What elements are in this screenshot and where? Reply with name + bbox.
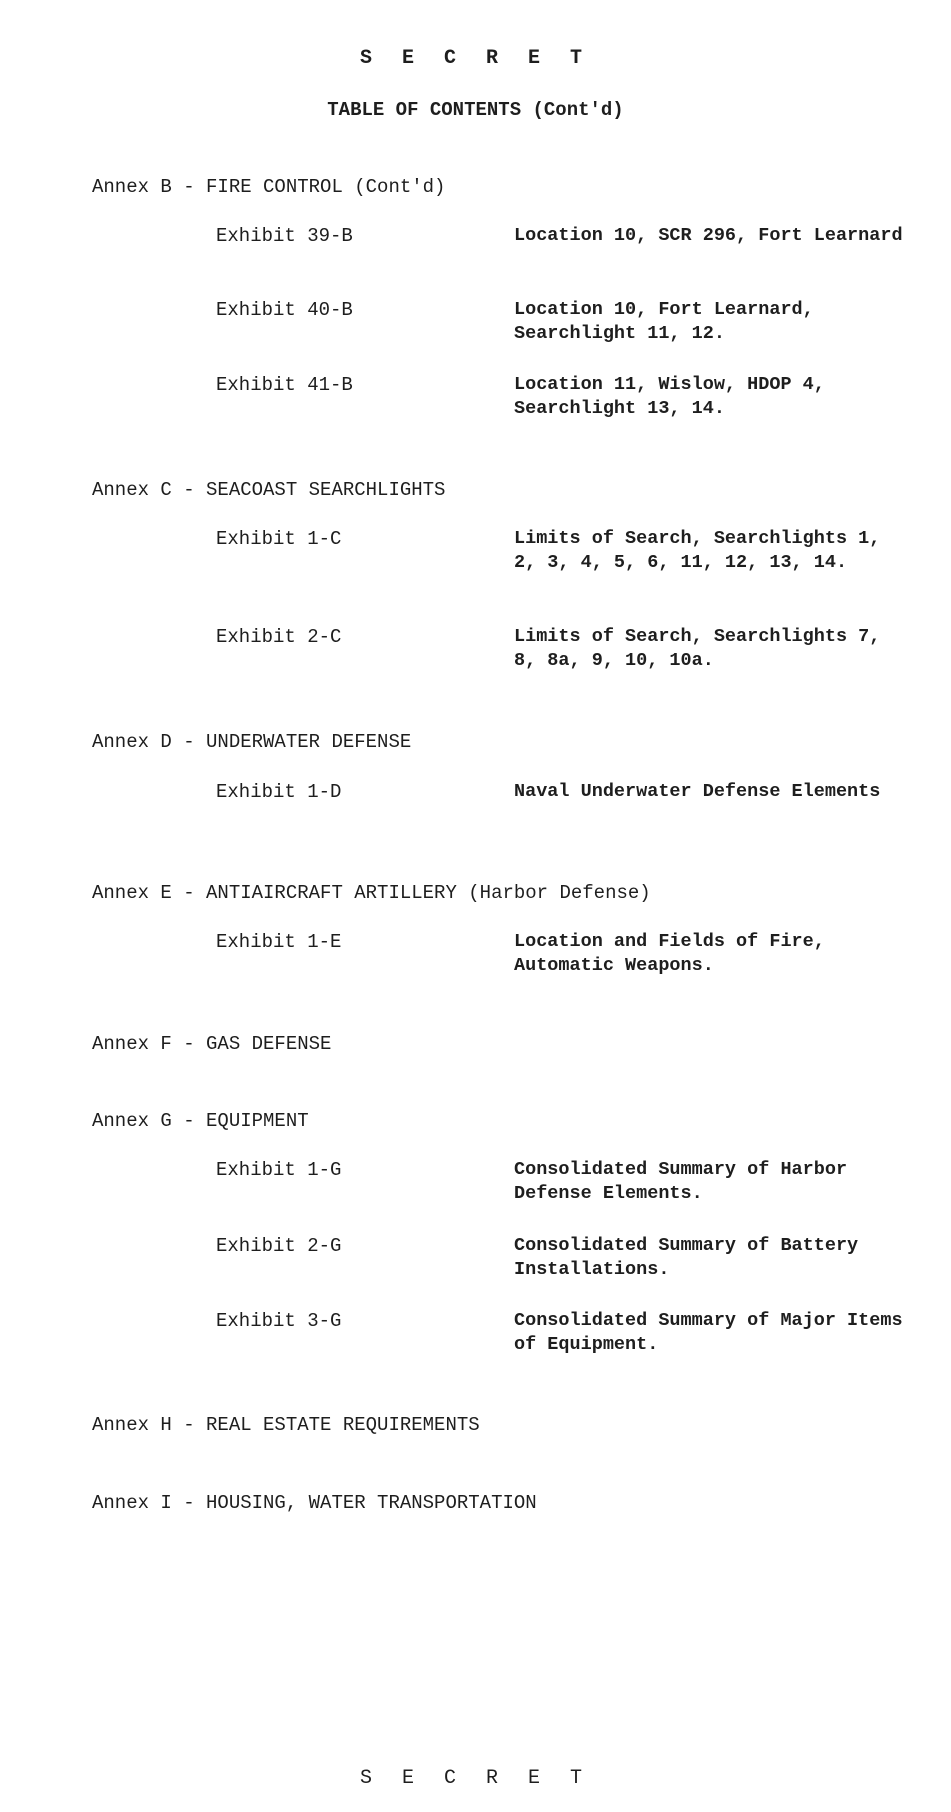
annex-h-heading — [92, 1413, 912, 1438]
annex-heading: Annex C - SEACOAST SEARCHLIGHTS — [92, 479, 446, 501]
exhibit-label: Exhibit 3-G — [216, 1310, 342, 1332]
classification-marking-top: S E C R E T — [359, 47, 592, 70]
annex-f-heading — [92, 1032, 912, 1057]
page-title: TABLE OF CONTENTS (Cont'd) — [327, 99, 624, 121]
annex-heading: Annex H - REAL ESTATE REQUIREMENTS — [92, 1414, 480, 1436]
annex-heading: Annex G - EQUIPMENT — [92, 1110, 309, 1132]
exhibit-description: Limits of Search, Searchlights 7, 8, 8a, 9, 10, 10a. — [514, 626, 881, 671]
exhibit-label: Exhibit 1-G — [216, 1159, 342, 1181]
exhibit-label: Exhibit 2-C — [216, 626, 342, 648]
annex-d-heading — [92, 730, 912, 755]
exhibit-label: Exhibit 41-B — [216, 374, 353, 396]
exhibit-label: Exhibit 1-E — [216, 931, 342, 953]
annex-heading: Annex E - ANTIAIRCRAFT ARTILLERY (Harbor Defense) — [92, 882, 651, 904]
annex-b-heading — [92, 175, 912, 200]
annex-c-heading — [92, 478, 912, 503]
exhibit-description: Location 11, Wislow, HDOP 4, Searchlight 13, 14. — [514, 374, 825, 419]
annex-i-heading — [92, 1491, 912, 1516]
classification-marking-bottom: S E C R E T — [359, 1767, 592, 1790]
annex-heading: Annex F - GAS DEFENSE — [92, 1033, 332, 1055]
exhibit-label: Exhibit 1-D — [216, 781, 342, 803]
exhibit-label: Exhibit 1-C — [216, 528, 342, 550]
exhibit-description: Location 10, Fort Learnard, Searchlight 11, 12. — [514, 299, 814, 344]
exhibit-description: Consolidated Summary of Harbor Defense Elements. — [514, 1159, 848, 1204]
annex-g-heading — [92, 1109, 912, 1134]
annex-heading: Annex D - UNDERWATER DEFENSE — [92, 731, 412, 753]
annex-heading: Annex I - HOUSING, WATER TRANSPORTATION — [92, 1492, 537, 1514]
exhibit-description: Limits of Search, Searchlights 1, 2, 3, 4, 5, 6, 11, 12, 13, 14. — [514, 528, 881, 573]
exhibit-label: Exhibit 39-B — [216, 225, 353, 247]
annex-e-heading — [92, 881, 912, 906]
exhibit-label: Exhibit 40-B — [216, 299, 353, 321]
exhibit-description: Consolidated Summary of Major Items of Equipment. — [514, 1310, 903, 1355]
exhibit-description: Naval Underwater Defense Elements — [514, 781, 881, 802]
exhibit-description: Consolidated Summary of Battery Installations. — [514, 1235, 859, 1280]
exhibit-description: Location 10, SCR 296, Fort Learnard — [514, 225, 903, 246]
exhibit-description: Location and Fields of Fire, Automatic Weapons. — [514, 931, 825, 976]
annex-heading: Annex B - FIRE CONTROL (Cont'd) — [92, 176, 446, 198]
exhibit-label: Exhibit 2-G — [216, 1235, 342, 1257]
